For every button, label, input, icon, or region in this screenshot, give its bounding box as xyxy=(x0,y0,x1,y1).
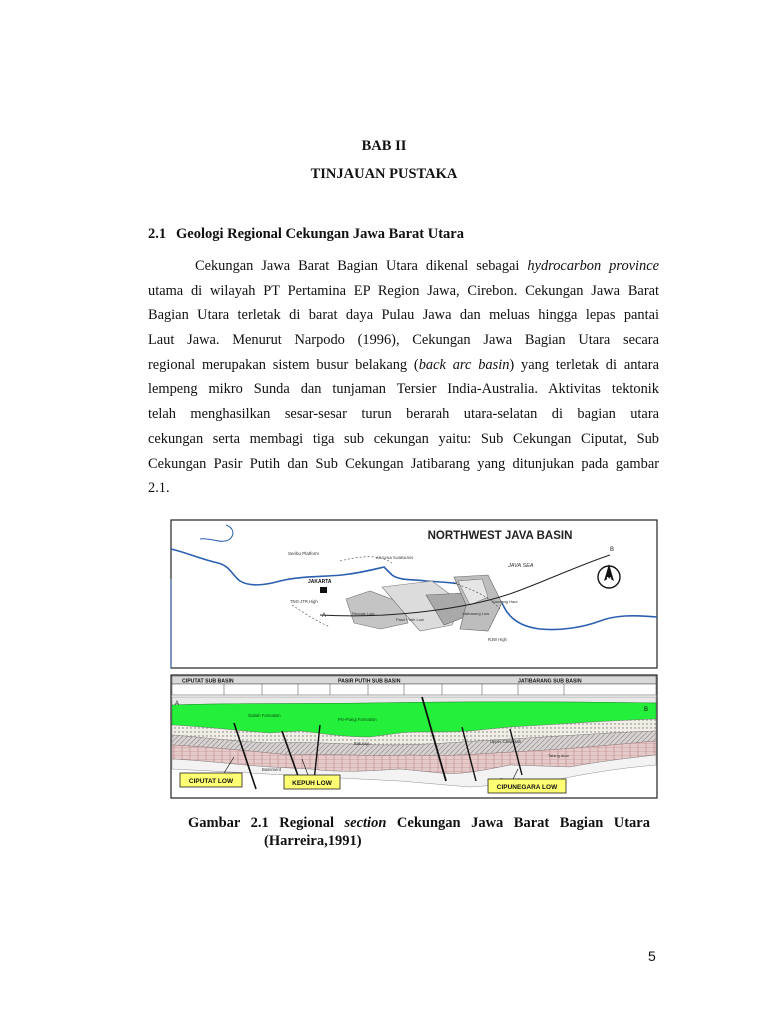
svg-text:KEPUH LOW: KEPUH LOW xyxy=(292,780,332,787)
cross-section-panel xyxy=(171,675,657,798)
label-pre-parigi: Pre-Parigi Formation xyxy=(338,717,377,722)
map-panel xyxy=(171,520,657,668)
label-pasir: Pasir Putih Low xyxy=(396,617,424,622)
figure-caption xyxy=(188,814,650,850)
label-talang-akar: Talang Akar xyxy=(548,753,569,758)
section-number: 2.1 xyxy=(148,226,167,242)
label-seribu: Seribu Platform xyxy=(288,551,320,556)
section-heading xyxy=(148,226,464,242)
paragraph-line: cekungan serta membagi tiga sub cekungan yaitu: Sub Cekungan Ciputat, Sub xyxy=(148,430,659,447)
label-point-b-section: B xyxy=(644,707,649,713)
label-jakarta: JAKARTA xyxy=(308,579,332,585)
caption-source: (Harreira,1991) xyxy=(264,833,362,849)
basin-figure xyxy=(170,519,658,799)
paragraph-line: utama di wilayah PT Pertamina EP Region Jawa, Cirebon. Cekungan Jawa Barat xyxy=(148,282,659,299)
chapter-number: BAB II xyxy=(361,138,407,154)
body-paragraph xyxy=(148,254,659,501)
label-java-sea: JAVA SEA xyxy=(508,563,534,569)
svg-text:CIPUNEGARA LOW: CIPUNEGARA LOW xyxy=(496,784,558,791)
label-point-a-map: A xyxy=(322,613,327,619)
jakarta-marker xyxy=(320,587,327,593)
label-gabah: Gabah Formation xyxy=(248,713,281,718)
callout-ciputat-low xyxy=(180,773,242,787)
page-number: 5 xyxy=(648,948,656,964)
label-point-a-section: A xyxy=(175,701,180,707)
paragraph-line: Cekungan Jawa Barat Bagian Utara dikenal sebagai hydrocarbon province xyxy=(195,258,659,274)
label-rjw: RJW High xyxy=(488,637,507,642)
callout-cipunegara-low xyxy=(488,779,566,793)
north-letter: N xyxy=(606,577,612,584)
caption-line: Gambar 2.1 Regional section Cekungan Jawa Barat Bagian Utara xyxy=(188,815,650,831)
paragraph-line: Laut Jawa. Menurut Narpodo (1996), Cekungan Jawa Bagian Utara secara xyxy=(148,332,659,349)
label-rengas: Rengas Low xyxy=(352,611,375,616)
map-title: NORTHWEST JAVA BASIN xyxy=(427,530,573,542)
label-point-b-map: B xyxy=(610,547,615,553)
paragraph-line: Cekungan Pasir Putih dan Sub Cekungan Jatibarang yang ditunjukan pada gambar xyxy=(148,455,659,472)
paragraph-line: lempeng mikro Sunda dan tunjaman Tersier India-Australia. Aktivitas tektonik xyxy=(148,381,659,398)
chapter-title: TINJAUAN PUSTAKA xyxy=(310,166,458,182)
label-basement: Basement xyxy=(262,767,281,772)
label-kandang: Kandang Haur xyxy=(492,599,518,604)
callout-kepuh-low xyxy=(284,775,340,789)
paragraph-line: regional merupakan sistem busur belakang (back arc basin) yang terletak di antara xyxy=(148,356,659,373)
paragraph-line: telah menghasilkan sesar-sesar turun berarah utara-selatan di bagian utara xyxy=(148,406,659,423)
label-jatibarang: Jatibarang Low xyxy=(462,611,490,616)
svg-text:CIPUTAT LOW: CIPUTAT LOW xyxy=(188,778,234,785)
paragraph-line: 2.1. xyxy=(148,480,170,497)
label-arjuna: ARJUNA SUBBASIN xyxy=(376,555,414,560)
label-baturaja: Baturaja xyxy=(354,741,370,746)
label-tng: TNG-JTR High xyxy=(290,599,318,604)
subbasin-pasir-putih: PASIR PUTIH SUB BASIN xyxy=(338,678,401,685)
subbasin-jatibarang: JATIBARANG SUB BASIN xyxy=(518,678,582,685)
section-title: Geologi Regional Cekungan Jawa Barat Utara xyxy=(176,226,464,242)
basin-figure-svg xyxy=(170,519,658,799)
label-upper-cibulakan: Upper Cibulakan xyxy=(490,739,522,744)
paragraph-line: Bagian Utara terletak di barat daya Pulau Jawa dan meluas hingga lepas pantai xyxy=(148,307,659,324)
subbasin-ciputat: CIPUTAT SUB BASIN xyxy=(182,678,234,685)
